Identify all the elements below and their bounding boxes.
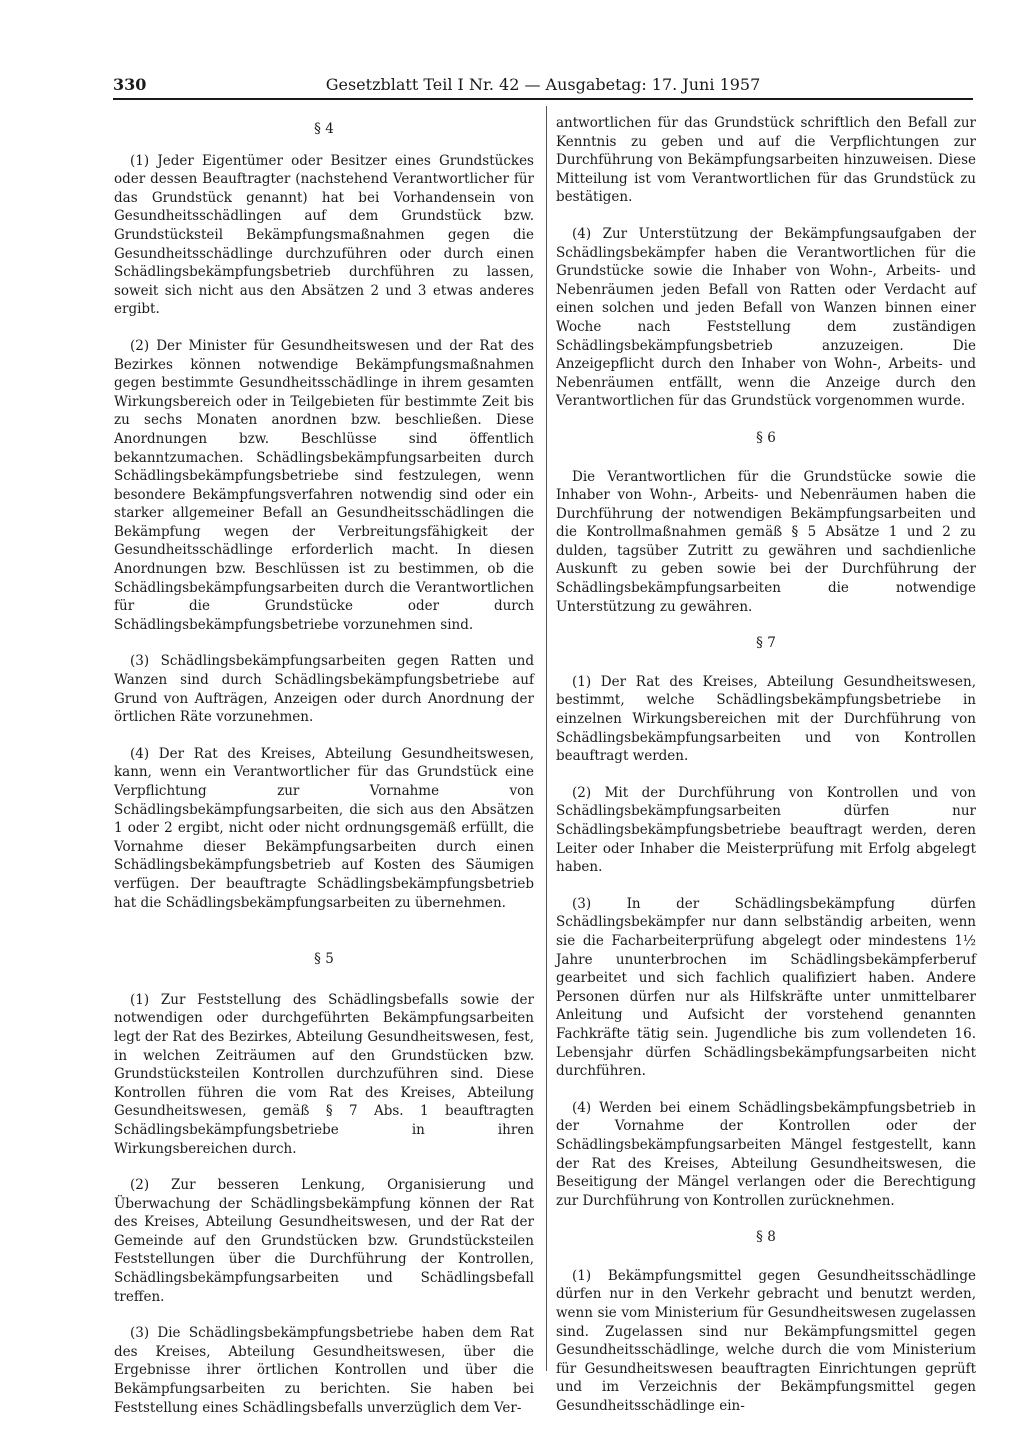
paragraph: (1) Bekämpfungsmittel gegen Gesundheitsschädlinge dürfen nur in den Verkehr gebracht und benutzt werden, wenn sie vom Ministerium für Gesundheitswesen zugelassen sind. Zugelassen sind nur Bekämpfungsmittel gegen Gesundheitsschädlinge, welche durch die vom Ministerium für Gesundheitswesen beauftragten Einrichtungen geprüft und im Verzeichnis der Bekämpfungsmittel gegen Gesundheitsschädlinge ein- <box>556 1267 976 1415</box>
paragraph: (3) Schädlingsbekämpfungsarbeiten gegen Ratten und Wanzen sind durch Schädlingsbekämpfungsbetriebe auf Grund von Aufträgen, Anzeigen oder durch Anordnung der örtlichen Räte vorzunehmen. <box>114 653 534 726</box>
paragraph: (1) Jeder Eigentümer oder Besitzer eines Grundstückes oder dessen Beauftragter (nachstehend Verantwortlicher für das Grundstück genannt) hat bei Vorhandensein von Gesundheitsschädlingen auf dem Grundstück bzw. Grundstücksteil Bekämpfungsmaßnahmen gegen die Gesundheitsschädlinge durchzuführen oder durch einen Schädlingsbekämpfungsbetrieb durchführen zu lassen, soweit sich nicht aus den Absätzen 2 und 3 etwas anderes ergibt. <box>114 152 534 318</box>
section-heading: § 7 <box>756 635 776 652</box>
running-head: Gesetzblatt Teil I Nr. 42 — Ausgabetag: 17. Juni 1957 <box>325 75 761 94</box>
page-number: 330 <box>113 75 147 94</box>
paragraph: (4) Der Rat des Kreises, Abteilung Gesundheitswesen, kann, wenn ein Verantwortlicher für das Grundstück eine Verpflichtung zur Vornahme von Schädlingsbekämpfungsarbeiten, die sich aus den Absätzen 1 oder 2 ergibt, nicht oder nicht ordnungsgemäß erfüllt, die Vornahme dieser Bekämpfungsarbeiten durch einen Schädlingsbekämpfungsbetrieb auf Kosten des Säumigen verfügen. Der beauftragte Schädlingsbekämpfungsbetrieb hat die Schädlingsbekämpfungsarbeiten zu übernehmen. <box>114 745 534 911</box>
paragraph-continued: antwortlichen für das Grundstück schriftlich den Befall zur Kenntnis zu geben und auf die Verpflichtungen zur Durchführung von Bekämpfungsarbeiten hinzuweisen. Diese Mitteilung ist vom Verantwortlichen für das Grundstück zu bestätigen. <box>556 115 976 206</box>
paragraph: (4) Werden bei einem Schädlingsbekämpfungsbetrieb in der Vornahme der Kontrollen oder der Schädlingsbekämpfungsarbeiten Mängel festgestellt, kann der Rat des Kreises, Abteilung Gesundheitswesen, die Beseitigung der Mängel verlangen oder die Berechtigung zur Durchführung von Kontrollen zurücknehmen. <box>556 1099 976 1209</box>
column-divider <box>546 106 547 1371</box>
paragraph: (2) Zur besseren Lenkung, Organisierung und Überwachung der Schädlingsbekämpfung können der Rat des Kreises, Abteilung Gesundheitswesen, und der Rat der Gemeinde auf den Grundstücken bzw. Grundstücksteilen Feststellungen über die Durchführung der Kontrollen, Schädlingsbekämpfungsarbeiten und Schädlingsbefall treffen. <box>114 1177 534 1305</box>
section-heading: § 5 <box>314 951 334 968</box>
paragraph: (1) Der Rat des Kreises, Abteilung Gesundheitswesen, bestimmt, welche Schädlingsbekämpfungsbetriebe in einzelnen Wirkungsbereichen mit der Durchführung von Schädlingsbekämpfungsarbeiten und von Kontrollen beauftragt werden. <box>556 673 976 765</box>
paragraph: (1) Zur Feststellung des Schädlingsbefalls sowie der notwendigen oder durchgeführten Bekämpfungsarbeiten legt der Rat des Bezirkes, Abteilung Gesundheitswesen, fest, in welchen Zeiträumen auf den Grundstücken bzw. Grundstücksteilen Kontrollen durchzuführen sind. Diese Kontrollen führen die vom Rat des Kreises, Abteilung Gesundheitswesen, gemäß § 7 Abs. 1 beauftragten Schädlingsbekämpfungsbetriebe in ihren Wirkungsbereichen durch. <box>114 991 534 1157</box>
paragraph: (2) Mit der Durchführung von Kontrollen und von Schädlingsbekämpfungsarbeiten dürfen nur Schädlingsbekämpfungsbetriebe beauftragt werden, deren Leiter oder Inhaber die Meisterprüfung mit Erfolg abgelegt haben. <box>556 784 976 876</box>
right-column <box>556 114 976 1434</box>
page-header <box>113 74 973 100</box>
paragraph: (2) Der Minister für Gesundheitswesen und der Rat des Bezirkes können notwendige Bekämpfungsmaßnahmen gegen bestimmte Gesundheitsschädlinge in ihrem gesamten Wirkungsbereich oder in Teilgebieten für bestimmte Zeit bis zu sechs Monaten anordnen bzw. beschließen. Diese Anordnungen bzw. Beschlüsse sind öffentlich bekanntzumachen. Schädlingsbekämpfungsarbeiten durch Schädlingsbekämpfungsbetriebe sind festzulegen, wenn besondere Bekämpfungsverfahren notwendig sind oder ein starker allgemeiner Befall an Gesundheitsschädlingen die Bekämpfung wegen der Verbreitungsfähigkeit der Gesundheitsschädlinge erforderlich macht. In diesen Anordnungen bzw. Beschlüssen ist zu bestimmen, ob die Schädlingsbekämpfungsarbeiten durch die Verantwortlichen für die Grundstücke oder durch Schädlingsbekämpfungsbetriebe vorzunehmen sind. <box>114 337 534 633</box>
left-column <box>114 116 534 1435</box>
section-heading: § 8 <box>756 1229 776 1246</box>
paragraph: (3) Die Schädlingsbekämpfungsbetriebe haben dem Rat des Kreises, Abteilung Gesundheitswesen, über die Ergebnisse ihrer örtlichen Kontrollen und über die Bekämpfungsarbeiten zu berichten. Sie haben bei Feststellung eines Schädlingsbefalls unverzüglich dem Ver- <box>114 1325 534 1416</box>
section-heading: § 6 <box>756 429 776 446</box>
paragraph: (3) In der Schädlingsbekämpfung dürfen Schädlingsbekämpfer nur dann selbständig arbeiten, wenn sie die Facharbeiterprüfung abgelegt oder mindestens 1½ Jahre ununterbrochen im Schädlingsbekämpferberuf gearbeitet und sich fachlich qualifiziert haben. Andere Personen dürfen nur als Hilfskräfte unter unmittelbarer Anleitung und Aufsicht der vorstehend genannten Fachkräfte tätig sein. Jugendliche bis zum vollendeten 16. Lebensjahr dürfen Schädlingsbekämpfungsarbeiten nicht durchführen. <box>556 895 976 1080</box>
section-heading: § 4 <box>314 121 334 137</box>
paragraph: Die Verantwortlichen für die Grundstücke sowie die Inhaber von Wohn-, Arbeits- und Nebenräumen haben die Durchführung der notwendigen Bekämpfungsarbeiten und die Kontrollmaßnahmen gemäß § 5 Absätze 1 und 2 zu dulden, tagsüber Zutritt zu gewähren und sachdienliche Auskunft zu geben sowie bei der Durchführung der Schädlingsbekämpfungsarbeiten die notwendige Unterstützung zu gewähren. <box>556 468 976 615</box>
paragraph: (4) Zur Unterstützung der Bekämpfungsaufgaben der Schädlingsbekämpfer haben die Verantwortlichen für die Grundstücke sowie die Inhaber von Wohn-, Arbeits- und Nebenräumen jeden Befall von Ratten oder Verdacht auf einen solchen und jeden Befall von Wanzen binnen einer Woche nach Feststellung dem zuständigen Schädlingsbekämpfungsbetrieb anzuzeigen. Die Anzeigepflicht durch den Inhaber von Wohn-, Arbeits- und Nebenräumen entfällt, wenn die Anzeige durch den Verantwortlichen für das Grundstück vorgenommen wurde. <box>556 225 976 410</box>
